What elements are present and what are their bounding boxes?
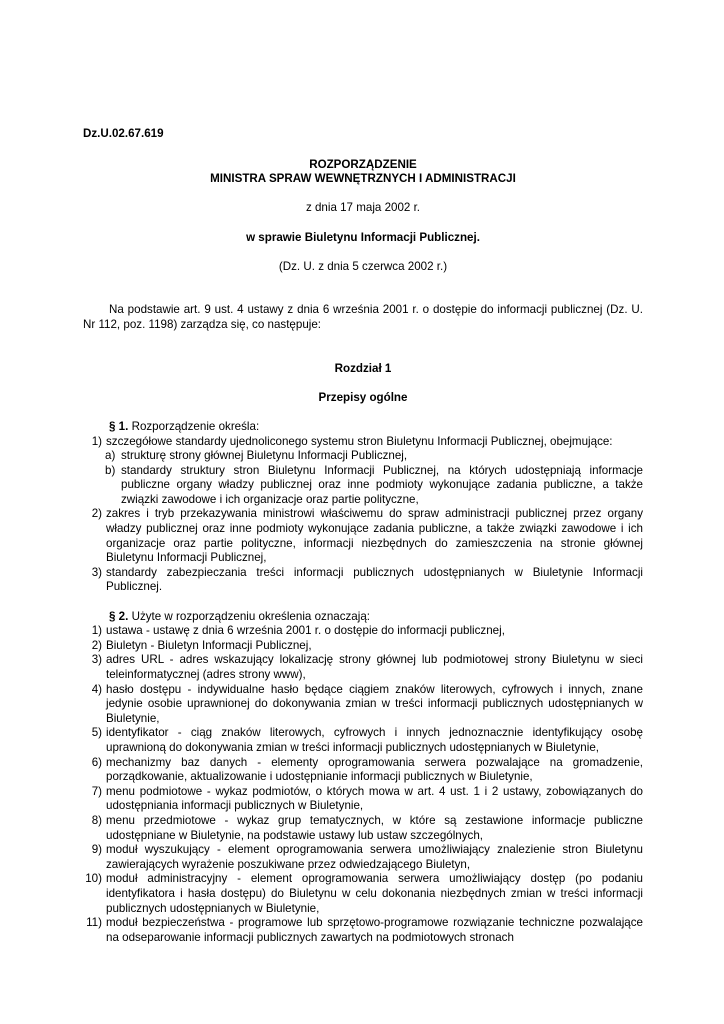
- paragraph-2-heading: [83, 610, 643, 625]
- sub-item-text: strukturę strony głównej Biuletynu Informacji Publicznej,: [121, 449, 408, 463]
- item-text: mechanizmy baz danych - elementy oprogramowania serwera pozwalające na gromadzenie, porządkowanie, aktualizowanie i udostępnianie informacji publicznych w Biuletynie,: [106, 755, 643, 784]
- list-item: [83, 785, 643, 814]
- item-text: identyfikator - ciąg znaków literowych, cyfrowych i innych jednoznacznie identyfikujący osobę uprawnioną do dokonywania zmian w treści informacji publicznych udostępnianych w Biuletynie,: [106, 726, 643, 754]
- paragraph-intro: Rozporządzenie określa:: [128, 419, 260, 433]
- item-text: ustawa - ustawę z dnia 6 września 2001 r. o dostępie do informacji publicznej,: [106, 624, 505, 638]
- list-item: [83, 916, 643, 945]
- document-reference: Dz.U.02.67.619: [83, 127, 164, 140]
- list-item: [83, 683, 643, 727]
- item-text: moduł wyszukujący - element oprogramowania serwera umożliwiający znalezienie stron Biuletynu zawierających wyrażenie poszukiwane przez odwiedzającego Biuletyn,: [106, 843, 643, 871]
- item-number: 8): [91, 813, 102, 827]
- sub-item-text: standardy struktury stron Biuletynu Informacji Publicznej, na których udostępniają informacje publiczne organy władzy publicznej oraz inne podmioty wykonujące zadania publiczne, a także związki zawodowe i ich organizacje oraz partie polityczne,: [121, 463, 643, 506]
- list-item: [83, 814, 643, 843]
- paragraph-1-heading: [83, 420, 643, 435]
- item-number: 2): [91, 507, 102, 521]
- chapter-title: Przepisy ogólne: [318, 390, 408, 404]
- list-item: [83, 653, 643, 682]
- item-number: 1): [91, 624, 102, 638]
- item-text: Biuletyn - Biuletyn Informacji Publicznej,: [106, 638, 312, 652]
- paragraph-mark: § 1.: [109, 419, 129, 433]
- item-text: moduł bezpieczeństwa - programowe lub sprzętowo-programowe rozwiązanie techniczne pozwalające na odseparowanie informacji publicznych zawartych na podmiotowych stronach: [106, 916, 643, 944]
- item-number: 2): [91, 638, 102, 652]
- item-text: hasło dostępu - indywidualne hasło będące ciągiem znaków literowych, cyfrowych i innych, znane jedynie osobie uprawnionej do dokonywania zmian w treści informacji publicznych udostępnianych w Biuletynie,: [106, 682, 643, 725]
- item-number: 6): [91, 755, 102, 769]
- list-item: [83, 843, 643, 872]
- item-number: 1): [91, 434, 102, 448]
- item-text: menu podmiotowe - wykaz podmiotów, o których mowa w art. 4 ust. 1 i 2 ustawy, zobowiązanych do udostępniania informacji publicznych w Biuletynie,: [106, 784, 643, 813]
- item-number: 9): [91, 843, 102, 857]
- publication-info: (Dz. U. z dnia 5 czerwca 2002 r.): [278, 259, 448, 273]
- item-number: 4): [91, 682, 102, 696]
- list-item: [83, 639, 643, 654]
- item-text: standardy zabezpieczania treści informacji publicznych udostępnianych w Biuletynie Informacji Publicznej.: [106, 565, 643, 594]
- paragraph-mark: § 2.: [109, 609, 129, 623]
- item-number: 10): [85, 872, 102, 886]
- document-date: z dnia 17 maja 2002 r.: [305, 201, 421, 215]
- list-item: [83, 566, 643, 595]
- list-item: [83, 726, 643, 755]
- item-number: 7): [91, 784, 102, 798]
- document-title-line-1: ROZPORZĄDZENIE: [309, 157, 417, 171]
- item-text: szczegółowe standardy ujednoliconego systemu stron Biuletynu Informacji Publicznej, obejmujące:: [106, 434, 613, 448]
- item-text: zakres i tryb przekazywania ministrowi właściwemu do spraw administracji publicznej przez organy władzy publicznej oraz inne podmioty wykonujące zadania publiczne, a także związki zawodowe i ich organizacje oraz partie polityczne, informacji niezbędnych do zamieszczenia na stronie głównej Biuletynu Informacji Publicznej,: [106, 507, 643, 565]
- list-item: [83, 624, 643, 639]
- list-item: [83, 872, 643, 916]
- sub-item-letter: b): [105, 463, 116, 477]
- chapter-number: Rozdział 1: [334, 361, 392, 375]
- paragraph-intro: Użyte w rozporządzeniu określenia oznaczają:: [128, 609, 371, 623]
- sub-item-letter: a): [105, 449, 116, 463]
- document-subject: w sprawie Biuletynu Informacji Publicznej.: [246, 230, 480, 244]
- sub-item: [83, 464, 643, 508]
- document-title-line-2: MINISTRA SPRAW WEWNĘTRZNYCH I ADMINISTRACJI: [210, 172, 516, 186]
- list-item: [83, 435, 643, 450]
- list-item: [83, 756, 643, 785]
- list-item: [83, 507, 643, 565]
- item-text: moduł administracyjny - element oprogramowania serwera umożliwiający dostęp (po podaniu identyfikatora i hasła dostępu) do Biuletynu w celu dokonania niezbędnych zmian w treści informacji publicznych udostępnianych w Biuletynie,: [106, 872, 643, 915]
- legal-basis-paragraph: Na podstawie art. 9 ust. 4 ustawy z dnia 6 września 2001 r. o dostępie do informacji publicznej (Dz. U. Nr 112, poz. 1198) zarządza się, co następuje:: [83, 303, 643, 331]
- document-page: [83, 127, 643, 945]
- item-text: menu przedmiotowe - wykaz grup tematycznych, w które są zestawione informacje publiczne udostępniane w Biuletynie, na podstawie ustawy lub ustaw szczególnych,: [106, 813, 643, 842]
- item-number: 11): [86, 916, 102, 930]
- item-number: 5): [91, 726, 102, 740]
- sub-item: [83, 449, 643, 464]
- item-number: 3): [91, 653, 102, 667]
- item-number: 3): [91, 565, 102, 579]
- item-text: adres URL - adres wskazujący lokalizację strony głównej lub podmiotowej strony Biuletynu w sieci teleinformatycznej (adres strony www),: [106, 653, 643, 681]
